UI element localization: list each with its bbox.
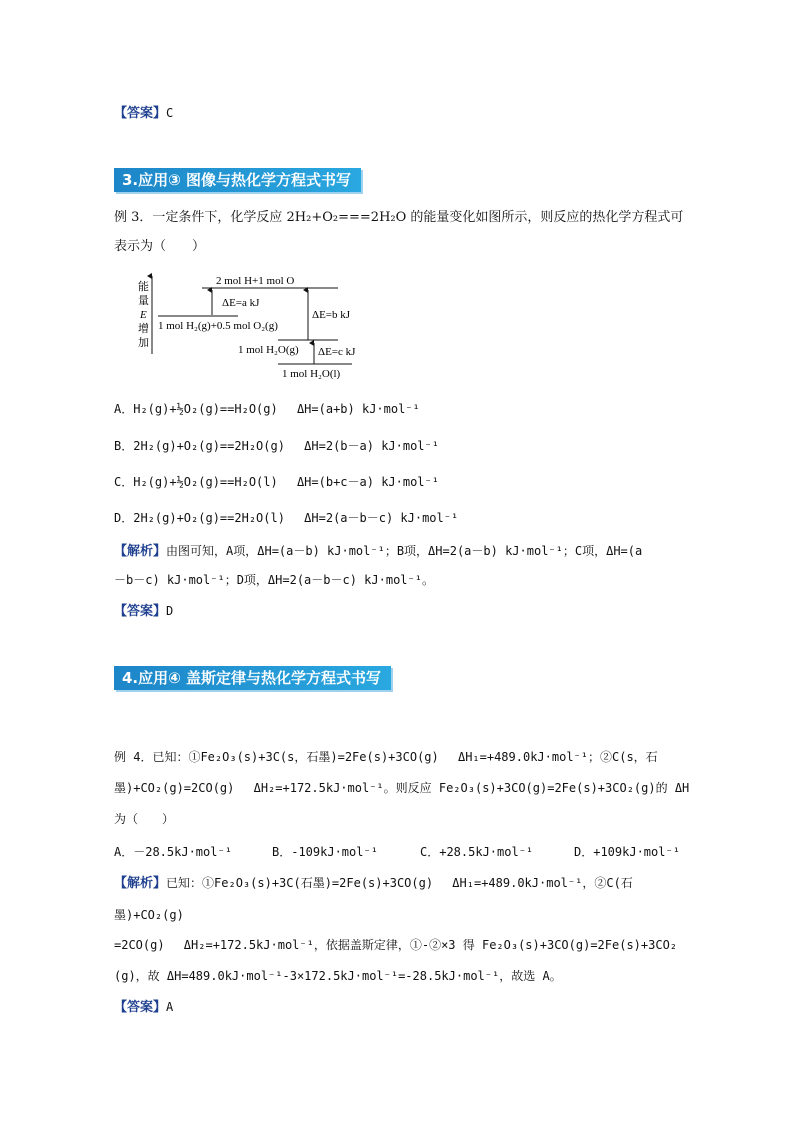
ylabel-3: E xyxy=(140,309,147,321)
section-4-banner xyxy=(114,666,391,690)
ex3-option-d: D．2H₂(g)+O₂(g)==2H₂O(l) ΔH=2(a－b－c) kJ·mol⁻¹ xyxy=(114,511,459,525)
analysis-tag: 【解析】 xyxy=(114,876,167,891)
ex3-option-a: A．H₂(g)+½O₂(g)==H₂O(g) ΔH=(a+b) kJ·mol⁻¹ xyxy=(114,402,420,416)
answer-value: D xyxy=(166,604,174,618)
label-dEc: ΔE=c kJ xyxy=(318,346,356,358)
ex3-option-c: C．H₂(g)+½O₂(g)==H₂O(l) ΔH=(b+c－a) kJ·mol⁻¹ xyxy=(114,475,439,489)
ylabel-4: 增 xyxy=(138,323,149,335)
label-reactants: 1 mol H₂(g)+0.5 mol O₂(g) xyxy=(158,320,278,332)
answer-value: C xyxy=(166,106,174,120)
analysis-tag: 【解析】 xyxy=(114,544,167,559)
label-dEb: ΔE=b kJ xyxy=(312,309,351,321)
ex4-stem-line1: 例 4．已知：①Fe₂O₃(s)+3C(s，石墨)=2Fe(s)+3CO(g) ΔH₁=+489.0kJ·mol⁻¹；②C(s，石 xyxy=(114,750,658,764)
answer-tag: 【答案】 xyxy=(114,1000,167,1015)
ex4-analysis-line4: (g)，故 ΔH=489.0kJ·mol⁻¹-3×172.5kJ·mol⁻¹=-28.5kJ·mol⁻¹，故选 A。 xyxy=(114,969,562,983)
ex3-analysis-line2: －b－c) kJ·mol⁻¹；D项，ΔH=2(a－b－c) kJ·mol⁻¹。 xyxy=(114,573,434,587)
ex4-option-a: A．－28.5kJ·mol⁻¹ xyxy=(114,845,232,859)
ex3-stem-line1: 例 3．一定条件下，化学反应 2H₂+O₂===2H₂O 的能量变化如图所示，则反应的热化学方程式可 xyxy=(114,210,684,225)
label-h2o-g: 1 mol H₂O(g) xyxy=(238,344,299,356)
ex3-analysis-line1 xyxy=(114,542,642,561)
section-3-title: 3.应用③ 图像与热化学方程式书写 xyxy=(122,171,352,189)
ex3-answer xyxy=(114,602,173,621)
analysis-text-1: 已知：①Fe₂O₃(s)+3C(石墨)=2Fe(s)+3CO(g) ΔH₁=+489.0kJ·mol⁻¹，②C(石 xyxy=(166,876,633,890)
ex4-analysis-line1 xyxy=(114,874,633,893)
ex4-analysis-line3: =2CO(g) ΔH₂=+172.5kJ·mol⁻¹，依据盖斯定律，①-②×3 得 Fe₂O₃(s)+3CO(g)=2Fe(s)+3CO₂ xyxy=(114,938,678,952)
ylabel-5: 加 xyxy=(138,337,149,349)
ylabel-2: 量 xyxy=(138,295,149,307)
ex4-stem-line2: 墨)+CO₂(g)=2CO(g) ΔH₂=+172.5kJ·mol⁻¹。则反应 Fe₂O₃(s)+3CO(g)=2Fe(s)+3CO₂(g)的 ΔH xyxy=(114,781,690,795)
ex4-answer xyxy=(114,998,173,1017)
ex4-stem-line3: 为（ ） xyxy=(114,812,175,826)
ex4-option-b: B．-109kJ·mol⁻¹ xyxy=(272,845,378,859)
ylabel-1: 能 xyxy=(138,281,149,293)
answer-tag: 【答案】 xyxy=(114,604,167,619)
answer-tag: 【答案】 xyxy=(114,106,167,121)
energy-diagram xyxy=(130,268,370,383)
ex4-analysis-line2: 墨)+CO₂(g) xyxy=(114,908,184,922)
ex3-option-b: B．2H₂(g)+O₂(g)==2H₂O(g) ΔH=2(b－a) kJ·mol⁻¹ xyxy=(114,439,439,453)
ex3-stem-line2: 表示为（ ） xyxy=(114,239,206,254)
answer-value: A xyxy=(166,1000,174,1014)
section-3-banner xyxy=(114,168,361,192)
section-4-title: 4.应用④ 盖斯定律与热化学方程式书写 xyxy=(122,669,382,687)
label-h2o-l: 1 mol H₂O(l) xyxy=(282,368,341,380)
ex4-option-d: D．+109kJ·mol⁻¹ xyxy=(574,845,680,859)
prev-answer xyxy=(114,104,173,123)
ex4-option-c: C．+28.5kJ·mol⁻¹ xyxy=(420,845,534,859)
analysis-text-1: 由图可知，A项，ΔH=(a－b) kJ·mol⁻¹；B项，ΔH=2(a－b) kJ·mol⁻¹；C项，ΔH=(a xyxy=(166,544,643,558)
label-dEa: ΔE=a kJ xyxy=(222,297,260,309)
label-top: 2 mol H+1 mol O xyxy=(216,275,295,287)
